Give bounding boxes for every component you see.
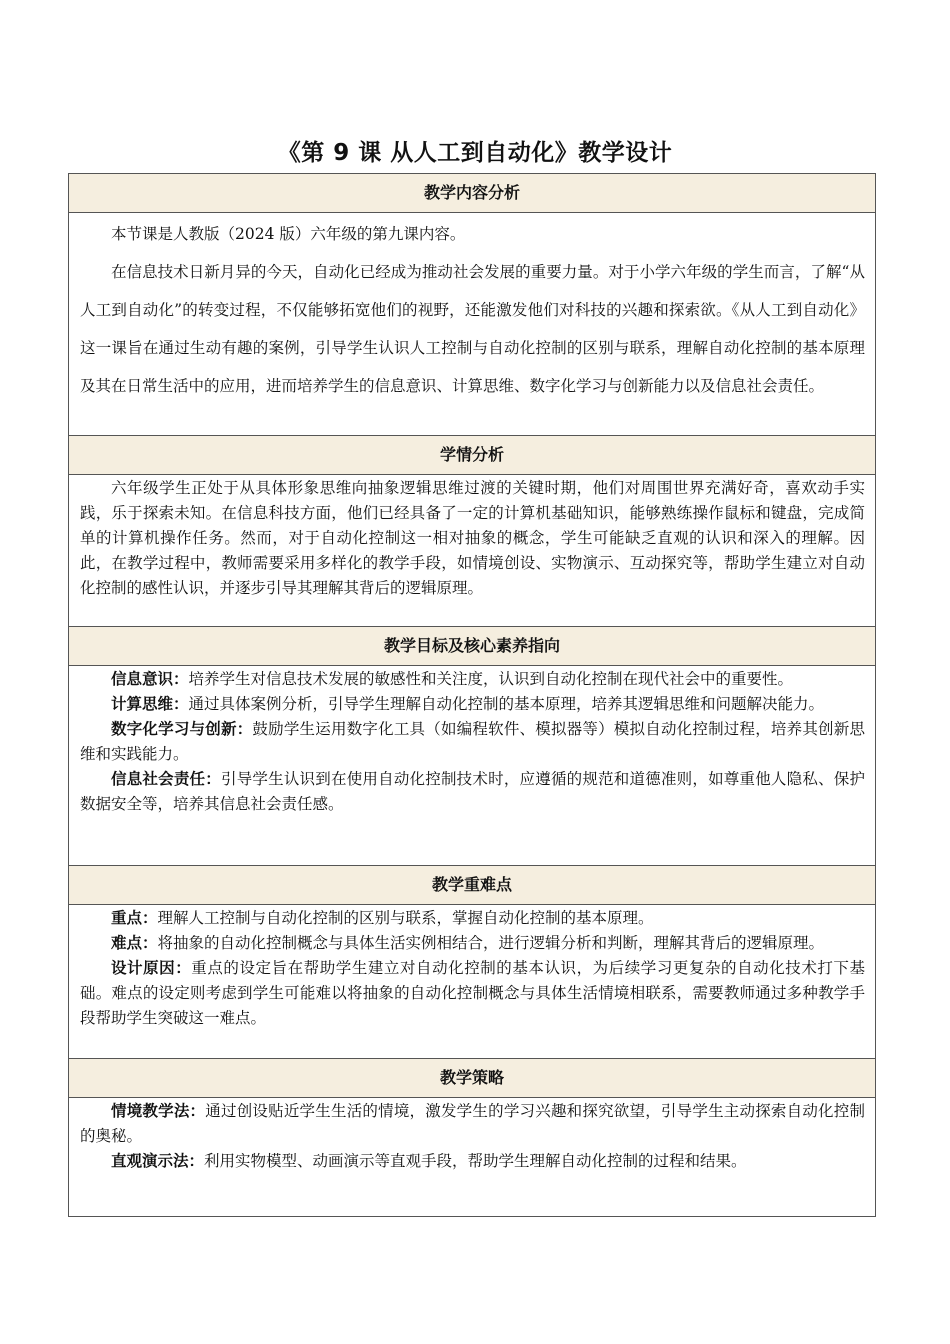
item-label: 情境教学法： — [111, 1102, 206, 1120]
item-text: 将抽象的自动化控制概念与具体生活实例相结合，进行逻辑分析和判断，理解其背后的逻辑原理。 — [157, 934, 825, 952]
item-label: 重点： — [111, 909, 158, 927]
section-body-goals — [68, 666, 876, 866]
key-item — [80, 906, 865, 931]
item-label: 数字化学习与创新： — [111, 720, 253, 738]
section-heading-learner: 学情分析 — [68, 435, 876, 475]
goal-item — [80, 717, 865, 767]
section-heading-strategy: 教学策略 — [68, 1058, 876, 1098]
goal-item — [80, 667, 865, 692]
section-heading-content: 教学内容分析 — [68, 173, 876, 213]
section-body-learner — [68, 475, 876, 627]
item-label: 难点： — [111, 934, 158, 952]
strategy-item — [80, 1149, 865, 1174]
section-body-strategy — [68, 1098, 876, 1217]
item-text: 通过创设贴近学生生活的情境，激发学生的学习兴趣和探究欲望，引导学生主动探索自动化控制的奥秘。 — [80, 1102, 865, 1145]
section-body-key-points — [68, 905, 876, 1059]
strategy-item — [80, 1099, 865, 1149]
document-title: 《第 9 课 从人工到自动化》教学设计 — [277, 140, 673, 166]
item-text: 鼓励学生运用数字化工具（如编程软件、模拟器等）模拟自动化控制过程，培养其创新思维和实践能力。 — [80, 720, 865, 763]
item-text: 通过具体案例分析，引导学生理解自动化控制的基本原理，培养其逻辑思维和问题解决能力。 — [188, 695, 825, 713]
key-item — [80, 931, 865, 956]
goal-item — [80, 692, 865, 717]
section-heading-key-points: 教学重难点 — [68, 865, 876, 905]
section-heading-goals: 教学目标及核心素养指向 — [68, 626, 876, 666]
item-text: 利用实物模型、动画演示等直观手段，帮助学生理解自动化控制的过程和结果。 — [204, 1152, 747, 1170]
item-text: 重点的设定旨在帮助学生建立对自动化控制的基本认识，为后续学习更复杂的自动化技术打下基础。难点的设定则考虑到学生可能难以将抽象的自动化控制概念与具体生活情境相联系，需要教师通过多种教学手段帮助学生突破这一难点。 — [80, 959, 865, 1027]
item-text: 引导学生认识到在使用自动化控制技术时，应遵循的规范和道德准则，如尊重他人隐私、保护数据安全等，培养其信息社会责任感。 — [80, 770, 865, 813]
item-text: 培养学生对信息技术发展的敏感性和关注度，认识到自动化控制在现代社会中的重要性。 — [188, 670, 794, 688]
item-text: 理解人工控制与自动化控制的区别与联系，掌握自动化控制的基本原理。 — [157, 909, 654, 927]
item-label: 信息社会责任： — [111, 770, 221, 788]
item-label: 设计原因： — [111, 959, 192, 977]
paragraph: 六年级学生正处于从具体形象思维向抽象逻辑思维过渡的关键时期，他们对周围世界充满好奇，喜欢动手实践，乐于探索未知。在信息科技方面，他们已经具备了一定的计算机基础知识，能够熟练操作鼠标和键盘，完成简单的计算机操作任务。然而，对于自动化控制这一相对抽象的概念，学生可能缺乏直观的认识和深入的理解。因此，在教学过程中，教师需要采用多样化的教学手段，如情境创设、实物演示、互动探究等，帮助学生建立对自动化控制的感性认识，并逐步引导其理解其背后的逻辑原理。 — [80, 479, 865, 597]
paragraph: 在信息技术日新月异的今天，自动化已经成为推动社会发展的重要力量。对于小学六年级的学生而言，了解“从人工到自动化”的转变过程，不仅能够拓宽他们的视野，还能激发他们对科技的兴趣和探索欲。《从人工到自动化》这一课旨在通过生动有趣的案例，引导学生认识人工控制与自动化控制的区别与联系，理解自动化控制的基本原理及其在日常生活中的应用，进而培养学生的信息意识、计算思维、数字化学习与创新能力以及信息社会责任。 — [80, 263, 865, 395]
section-body-content — [68, 213, 876, 436]
item-label: 计算思维： — [111, 695, 189, 713]
item-label: 直观演示法： — [111, 1152, 205, 1170]
lesson-plan-table — [68, 174, 876, 1217]
paragraph: 本节课是人教版（2024 版）六年级的第九课内容。 — [111, 225, 466, 243]
goal-item — [80, 767, 865, 817]
key-item — [80, 956, 865, 1031]
item-label: 信息意识： — [111, 670, 189, 688]
